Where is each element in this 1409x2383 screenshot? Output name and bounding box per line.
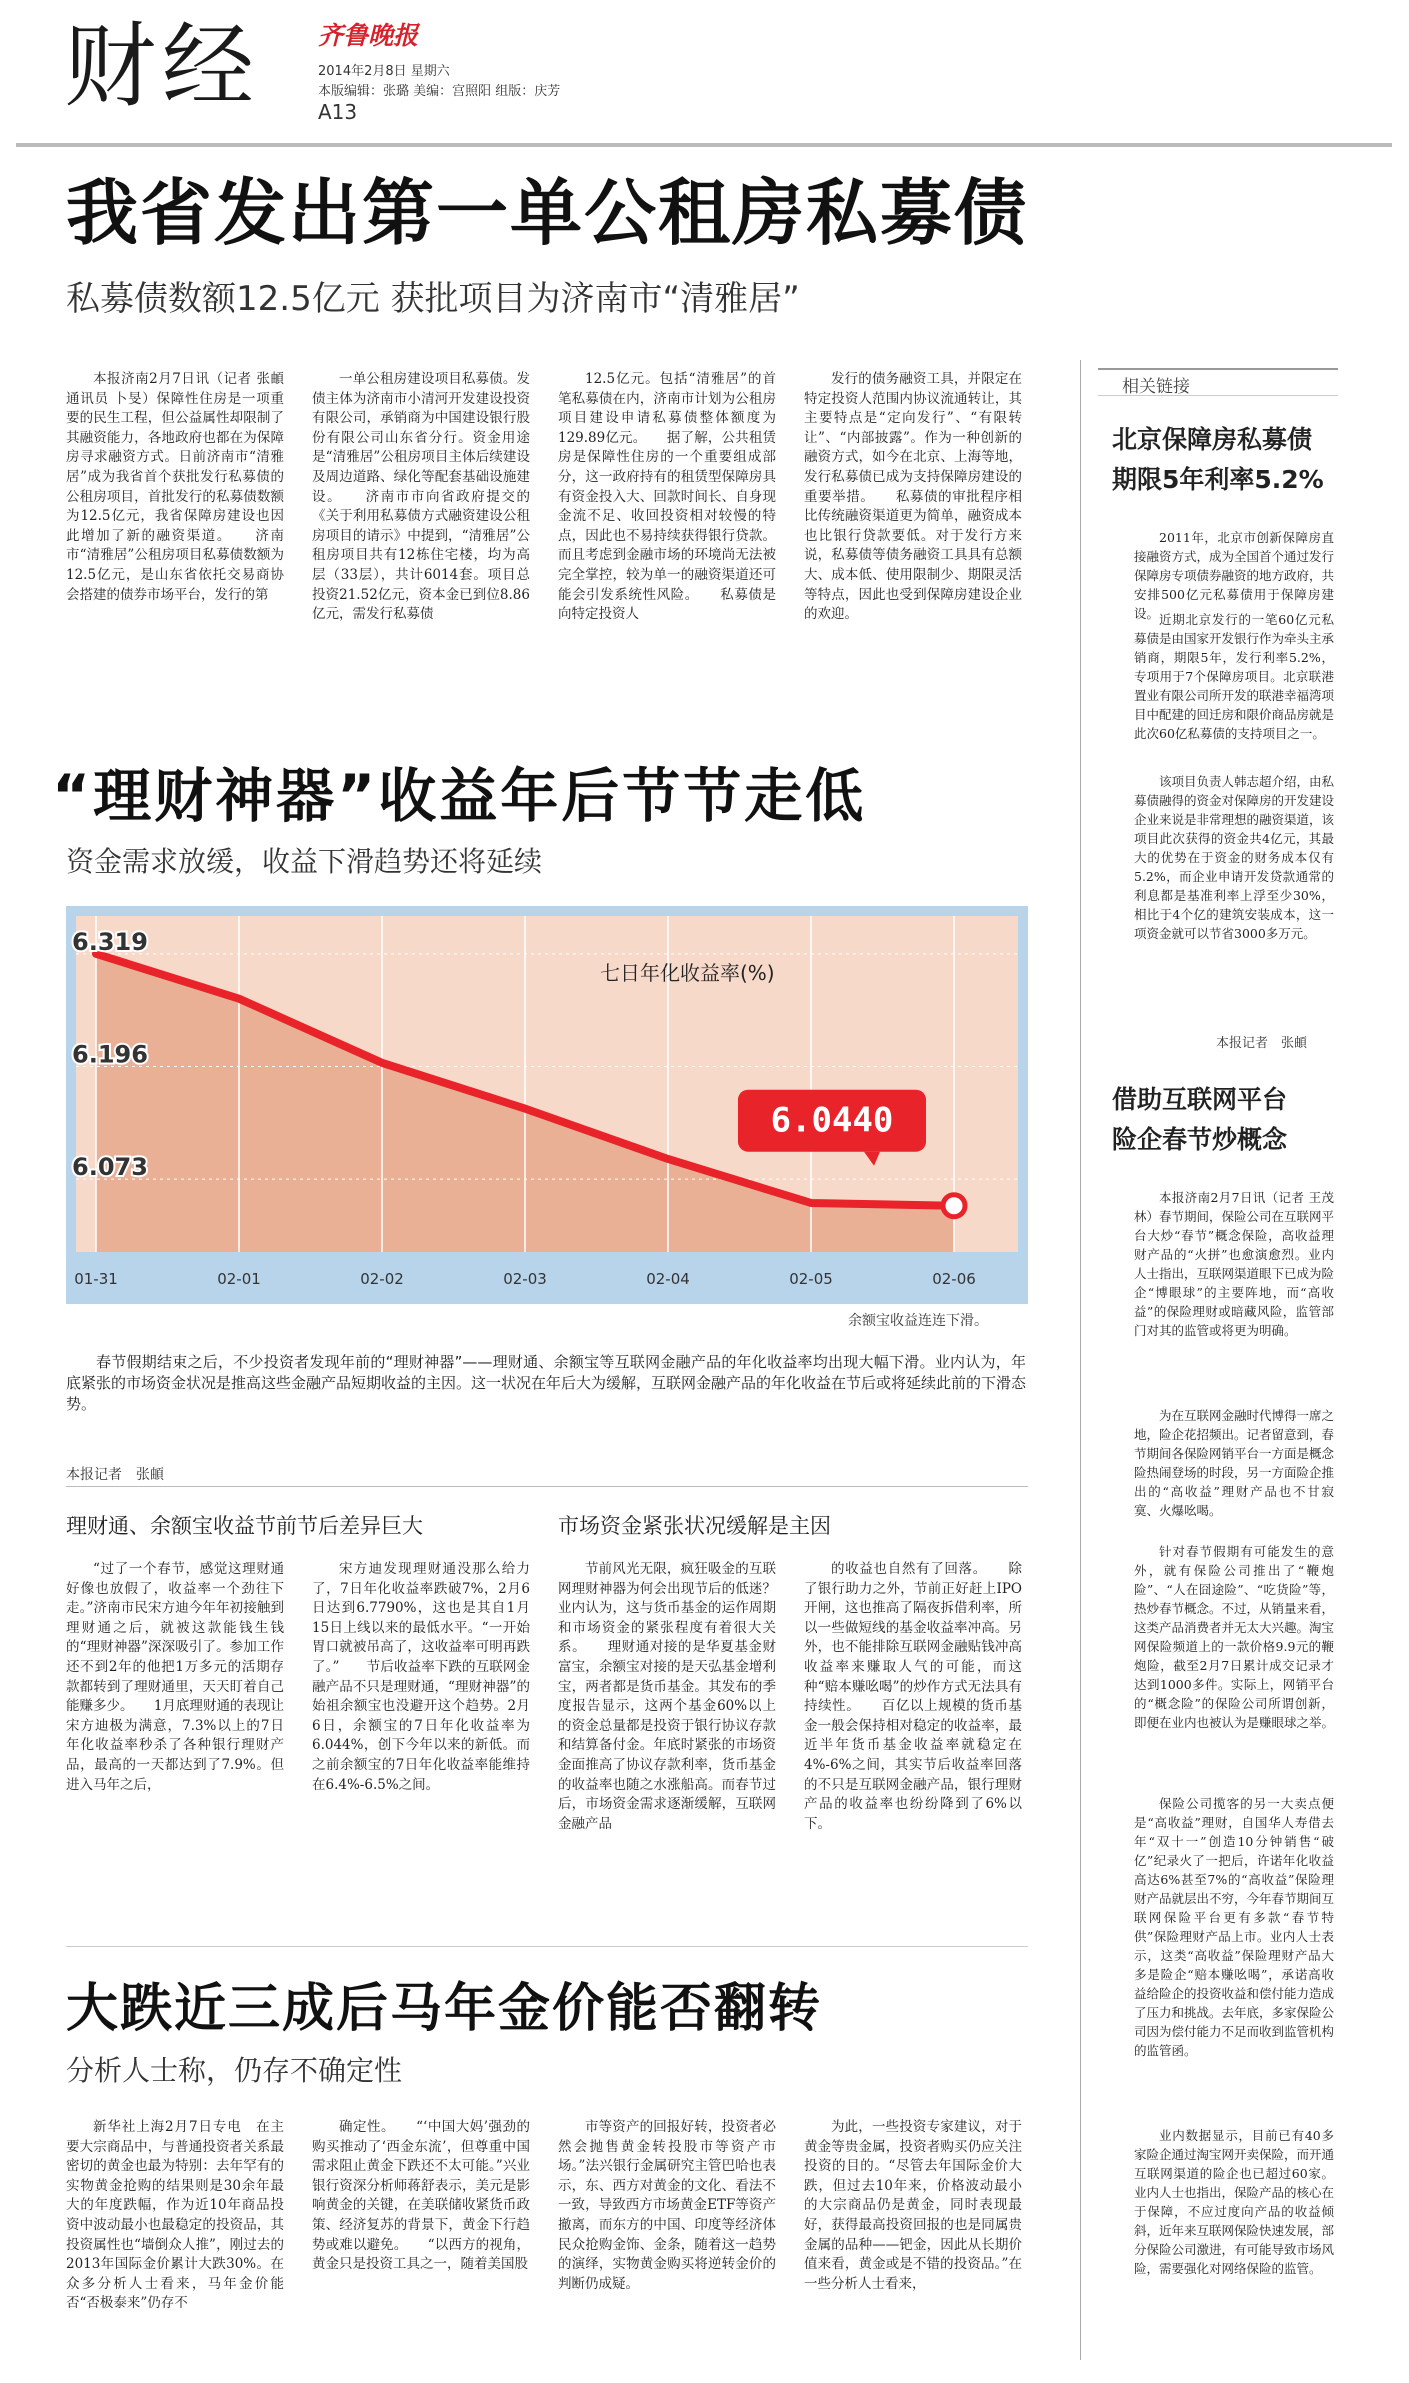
sidebar-headline-2 <box>1112 1080 1287 1160</box>
story2-section-title-left: 理财通、余额宝收益节前节后差异巨大 <box>66 1514 423 1538</box>
story1-headline: 我省发出第一单公租房私募债 <box>66 171 1029 255</box>
sidebar-byline-1: 本报记者 张頔 <box>1216 1036 1308 1051</box>
story2-column-3: 节前风光无限，疯狂吸金的互联网理财神器为何会出现节后的低迷？业内认为，这与货币基金的运作周期和市场资金的紧张程度有着很大关系。 理财通对接的是华夏基金财富宝，余额宝对接的是天弘基金增利宝，两者都是货币基金。其发布的季度报告显示，这两个基金60%以上的资金总量都是投资于银行协议存款和结算备付金。年底时紧张的市场资金面推高了协议存款利率，货币基金的收益率也随之水涨船高。而春节过后，市场资金需求逐渐缓解，互联网金融产品 <box>558 1561 776 1832</box>
chart-xtick-label-01-31: 01-31 <box>74 1270 118 1288</box>
story3-top-rule <box>66 1946 1028 1947</box>
sidebar-story2-p7: 保险公司揽客的另一大卖点便是“高收益”理财，自国华人寿借去年“双十一”创造10分钟销售“破亿”纪录火了一把后，许诺年化收益高达6%甚至7%的“高收益”保险理财产品就层出不穷，今年春节期间互联网保险平台更有多款“春节特供”保险理财产品上市。业内人士表示，这类“高收益”保险理财产品大多是险企“赔本赚吆喝”，承诺高收益给险企的投资收益和偿付能力造成了压力和挑战。去年底，多家保险公司因为偿付能力不足而收到监管机构的监管函。 <box>1134 1796 1335 2058</box>
masthead-rule <box>16 143 1392 147</box>
story2-headline: “理财神器”收益年后节节走低 <box>52 762 867 830</box>
page-number: A13 <box>318 100 358 124</box>
editor-credits: 本版编辑：张璐 美编：宫照阳 组版：庆芳 <box>318 84 561 99</box>
story3-headline: 大跌近三成后马年金价能否翻转 <box>66 1979 823 2039</box>
chart-title: 七日年化收益率(%) <box>600 961 775 985</box>
related-links-text: 相关链接 <box>1122 377 1190 397</box>
sidebar-story1-p3: 该项目负责人韩志超介绍，由私募债融得的资金对保障房的开发建设企业来说是非常理想的融资渠道，该项目此次获得的资金共4亿元，其最大的优势在于资金的财务成本仅有5.2%，而企业申请开发贷款通常的利息都是基准利率上浮至少30%，相比于4个亿的建筑安装成本，这一项资金就可以节省3000多万元。 <box>1134 774 1335 941</box>
story2-section-title-right: 市场资金紧张状况缓解是主因 <box>558 1514 831 1538</box>
sidebar-story1-p2: 近期北京发行的一笔60亿元私募债是由国家开发银行作为牵头主承销商，期限5年，发行利率5.2%，专项用于7个保障房项目。北京联港置业有限公司所开发的联港幸福湾项目中配建的回迁房和限价商品房就是此次60亿私募债的支持项目之一。 <box>1134 612 1335 741</box>
sidebar-headline-1-line1: 北京保障房私募债 <box>1112 425 1313 454</box>
sidebar-story2-p6: 针对春节假期有可能发生的意外，就有保险公司推出了“鞭炮险”、“人在囧途险”、“吃货险”等，热炒春节概念。不过，从销量来看，这类产品消费者并无太大兴趣。淘宝网保险频道上的一款价格9.9元的鞭炮险，截至2月7日累计成交记录才达到1000多件。实际上，网销平台的“概念险”的保险公司所谓创新，即便在业内也被认为是赚眼球之举。 <box>1134 1544 1335 1730</box>
sidebar-story2-p5: 为在互联网金融时代博得一席之地，险企花招频出。记者留意到，春节期间各保险网销平台一方面是概念险热闹登场的时段，另一方面险企推出的“高收益”理财产品也不甘寂寞、火爆吆喝。 <box>1134 1408 1335 1518</box>
story1-column-2: 一单公租房建设项目私募债。发债主体为济南市小清河开发建设投资有限公司，承销商为中国建设银行股份有限公司山东省分行。资金用途是“清雅居”公租房项目主体后续建设及周边道路、绿化等配套基础设施建设。 济南市市向省政府提交的《关于利用私募债方式融资建设公租房项目的请示》中提到，“清雅居”公租房项目共有12栋住宅楼，均为高层（33层），共计6014套。项目总投资21.52亿元，资本金已到位8.86亿元，需发行私募债 <box>312 371 530 623</box>
section-title: 财经 <box>64 13 261 120</box>
chart-ytick-label-1: 6.196 <box>72 1040 148 1069</box>
chart-xtick-label-02-05: 02-05 <box>789 1270 833 1288</box>
chart-ytick-label-0: 6.319 <box>72 927 148 956</box>
story1-subhead: 私募债数额12.5亿元 获批项目为济南市“清雅居” <box>66 279 800 319</box>
chart-xtick-label-02-04: 02-04 <box>646 1270 690 1288</box>
story2-subhead: 资金需求放缓，收益下滑趋势还将延续 <box>66 845 543 878</box>
story3-column-3: 市等资产的回报好转，投资者必然会抛售黄金转投股市等资产市场。”法兴银行金属研究主管巴哈也表示，东、西方对黄金的文化、看法不一致，导致西方市场黄金ETF等资产撤离，而东方的中国、印度等经济体民众抢购金饰、金条，随着这一趋势的演绎，实物黄金购买将逆转金价的判断仍成疑。 <box>558 2119 776 2292</box>
story1-column-3: 12.5亿元。包括“清雅居”的首笔私募债在内，济南市计划为公租房项目建设申请私募债整体额度为129.89亿元。 据了解，公共租赁房是保障性住房的一个重要组成部分，这一政府持有的租赁型保障房具有资金投入大、回款时间长、自身现金流不足、收回投资相对较慢的特点，因此也不易持续获得银行贷款。而且考虑到金融市场的环境尚无法被完全掌控，较为单一的融资渠道还可能会引发系统性风险。 私募债是向特定投资人 <box>558 371 776 623</box>
masthead <box>0 0 1409 150</box>
story1-column-1: 本报济南2月7日讯（记者 张頔 通讯员 卜旻）保障性住房是一项重要的民生工程，但公益属性却限制了其融资能力，各地政府也都在为保障房寻求融资方式。日前济南市“清雅居”成为我省首个获批发行私募债的公租房项目，首批发行的私募债数额为12.5亿元，我省保障房建设也因此增加了新的融资渠道。 济南市“清雅居”公租房项目私募债数额为12.5亿元，是山东省依托交易商协会搭建的债券市场平台，发行的第 <box>66 371 284 603</box>
sidebar-story1-p1: 2011年，北京市创新保障房直接融资方式，成为全国首个通过发行保障房专项债券融资的地方政府，共安排500亿元私募债用于保障房建设。 <box>1134 530 1335 621</box>
chart-xtick-label-02-01: 02-01 <box>217 1270 261 1288</box>
story2-lead: 春节假期结束之后，不少投资者发现年前的“理财神器”——理财通、余额宝等互联网金融产品的年化收益率均出现大幅下滑。业内认为，年底紧张的市场资金状况是推高这些金融产品短期收益的主因。这一状况在年后大为缓解，互联网金融产品的年化收益在节后或将延续此前的下滑态势。 <box>66 1353 1027 1413</box>
issue-date: 2014年2月8日 星期六 <box>318 64 450 79</box>
story3-column-1: 新华社上海2月7日专电 在主要大宗商品中，与普通投资者关系最密切的黄金也最为特别：去年罕有的实物黄金抢购的结果则是30余年最大的年度跌幅，作为近10年商品投资中波动最小也最稳定的投资品，其投资属性也“墙倒众人推”，刚过去的2013年国际金价累计大跌30%。在众多分析人士看来，马年金价能否“否极泰来”仍存不 <box>66 2119 284 2312</box>
story2-column-1: “过了一个春节，感觉这理财通好像也放假了，收益率一个劲往下走。”济南市民宋方迪今年年初接触到理财通之后，就被这款能钱生钱的“理财神器”深深吸引了。参加工作还不到2年的他把1万多元的活期存款都转到了理财通里，天天盯着自己能赚多少。 1月底理财通的表现让宋方迪极为满意，7.3%以上的7日年化收益率秒杀了各种银行理财产品，最高的一天都达到了7.9%。但进入马年之后， <box>66 1561 284 1793</box>
yield-chart <box>66 906 1028 1304</box>
chart-highlight-label: 6.0440 <box>770 1100 894 1141</box>
sidebar-headline-2-line2: 险企春节炒概念 <box>1112 1125 1288 1154</box>
chart-point-02-06 <box>943 1195 965 1217</box>
sidebar-headline-1-line2: 期限5年利率5.2% <box>1112 465 1324 494</box>
story3-subhead: 分析人士称，仍存不确定性 <box>66 2054 403 2087</box>
story2-column-2: 宋方迪发现理财通没那么给力了，7日年化收益率跌破7%，2月6日达到6.7790%，这也是其自1月15日上线以来的最低水平。“一开始胃口就被吊高了，这收益率可明再跌了。” 节后收益率下跌的互联网金融产品不只是理财通，“理财神器”的始祖余额宝也没避开这个趋势。2月6日，余额宝的7日年化收益率为6.044%，创下今年以来的新低。而之前余额宝的7日年化收益率能维持在6.4%-6.5%之间。 <box>312 1561 530 1793</box>
chart-xtick-label-02-03: 02-03 <box>503 1270 547 1288</box>
sidebar-story2-p8: 业内数据显示，目前已有40多家险企通过淘宝网开卖保险，而开通互联网渠道的险企也已超过60家。业内人士也指出，保险产品的核心在于保障，不应过度向产品的收益倾斜，近年来互联网保险快速发展，部分保险公司激进，有可能导致市场风险，需要强化对网络保险的监管。 <box>1134 2128 1335 2276</box>
story2-byline: 本报记者 张頔 <box>66 1467 164 1483</box>
sidebar-divider <box>1080 360 1081 2360</box>
related-links-label <box>1098 368 1338 396</box>
story3-column-4: 为此，一些投资专家建议，对于黄金等贵金属，投资者购买仍应关注投资的目的。“尽管去年国际金价大跌，但过去10年来，价格波动最小的大宗商品仍是黄金，同时表现最好，获得最高投资回报的也是同属贵金属的品种——钯金，因此从长期价值来看，黄金或是不错的投资品。”在一些分析人士看来， <box>804 2119 1022 2292</box>
story3-column-2: 确定性。 “‘中国大妈’强劲的购买推动了‘西金东流’，但尊重中国需求阻止黄金下跌还不太可能。”兴业银行资深分析师蒋舒表示，美元是影响黄金的关键，在美联储收紧货币政策、经济复苏的背景下，黄金下行趋势或难以避免。 “以西方的视角，黄金只是投资工具之一，随着美国股 <box>312 2119 530 2273</box>
sidebar-headline-2-line1: 借助互联网平台 <box>1112 1085 1288 1114</box>
story2-column-4: 的收益也自然有了回落。 除了银行助力之外，节前正好赶上IPO开闸，这也推高了隔夜拆借利率，所以一些做短线的基金收益率冲高。另外，也不能排除互联网金融贴钱冲高收益率来赚取人气的可能，而这种“赔本赚吆喝”的炒作方式无法具有持续性。 百亿以上规模的货币基金一般会保持相对稳定的收益率，最近半年货币基金收益率就稳定在4%-6%之间，其实节后收益率回落的不只是互联网金融产品，银行理财产品的收益率也纷纷降到了6%以下。 <box>804 1561 1022 1832</box>
newspaper-logo: 齐鲁晚报 <box>318 21 419 50</box>
chart-xtick-label-02-06: 02-06 <box>932 1270 976 1288</box>
story1-column-4: 发行的债务融资工具，并限定在特定投资人范围内协议流通转让，其主要特点是“定向发行”、“有限转让”、“内部披露”。作为一种创新的融资方式，如今在北京、上海等地，发行私募债已成为支持保障房建设的重要举措。 私募债的审批程序相比传统融资渠道更为简单，融资成本也比银行贷款要低。对于发行方来说，私募债等债务融资工具具有总额大、成本低、使用限制少、期限灵活等特点，因此也受到保障房建设企业的欢迎。 <box>804 371 1022 623</box>
story2-byline-rule <box>66 1486 1028 1487</box>
sidebar-story2-p4: 本报济南2月7日讯（记者 王茂林）春节期间，保险公司在互联网平台大炒“春节”概念保险，高收益理财产品的“火拼”也愈演愈烈。业内人士指出，互联网渠道眼下已成为险企“博眼球”的主要阵地，而“高收益”的保险理财或暗藏风险，监管部门对其的监管或将更为明确。 <box>1134 1190 1335 1338</box>
chart-caption: 余额宝收益连连下滑。 <box>848 1313 988 1329</box>
chart-ytick-label-2: 6.073 <box>72 1153 148 1182</box>
sidebar <box>1098 360 1338 2360</box>
chart-xtick-label-02-02: 02-02 <box>360 1270 404 1288</box>
sidebar-headline-1 <box>1112 420 1324 500</box>
